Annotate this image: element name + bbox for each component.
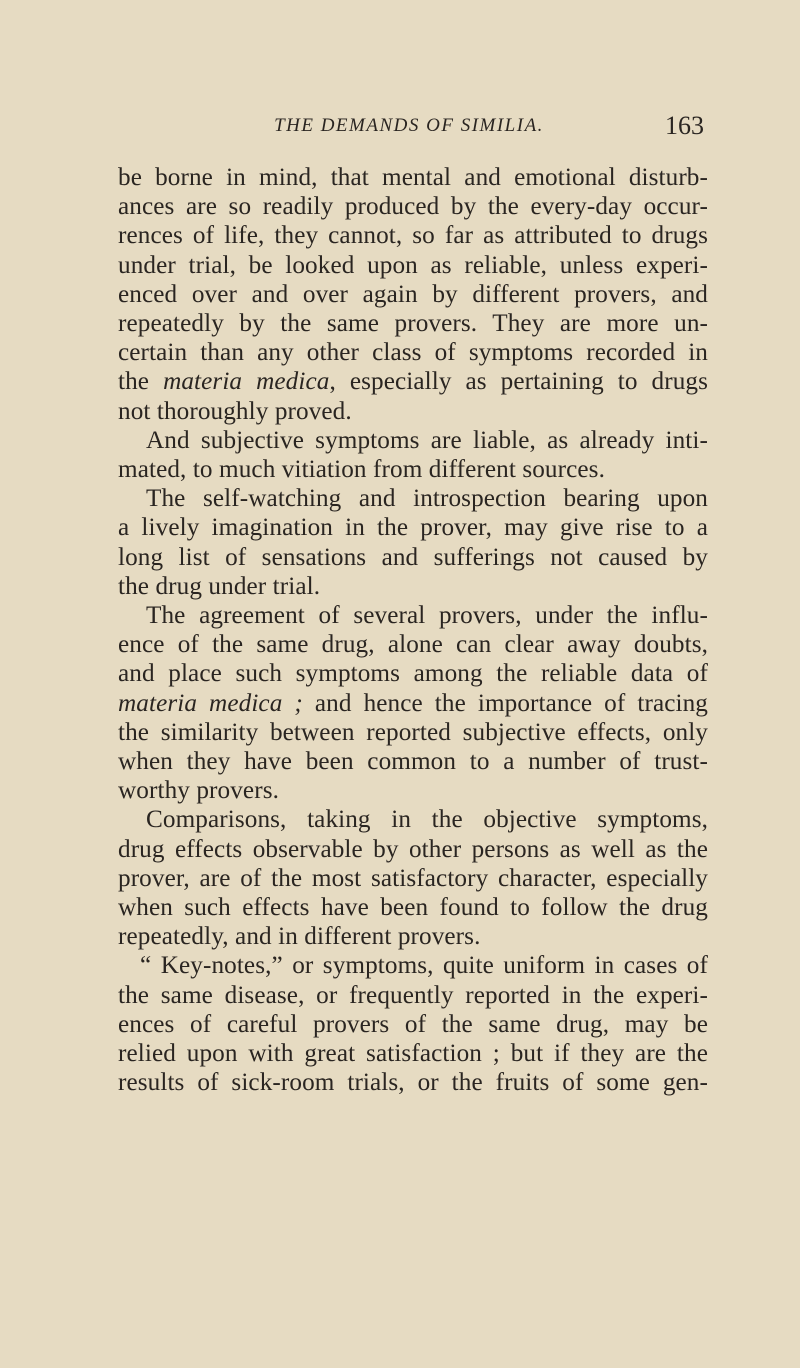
text-line: And subjective symptoms are liable, as already inti- bbox=[146, 426, 708, 454]
text-line: enced over and over again by different provers, and bbox=[118, 280, 708, 308]
text-line: the same disease, or frequently reported in the experi- bbox=[118, 981, 708, 1009]
page-number: 163 bbox=[665, 111, 704, 140]
text-line: worthy provers. bbox=[118, 777, 279, 805]
text-line: “ Key-notes,” or symptoms, quite uniform in cases of bbox=[140, 952, 708, 980]
text-line: prover, are of the most satisfactory character, especially bbox=[118, 864, 708, 892]
text-line: repeatedly by the same provers. They are more un- bbox=[118, 310, 708, 338]
text-line: not thoroughly proved. bbox=[118, 397, 352, 425]
text-segment: and hence the importance of tracing bbox=[302, 689, 708, 717]
text-line: repeatedly, and in different provers. bbox=[118, 923, 481, 951]
text-line bbox=[118, 689, 708, 718]
text-line: certain than any other class of symptoms recorded in bbox=[118, 339, 708, 367]
text-segment: the bbox=[118, 368, 164, 396]
text-line: The agreement of several provers, under the influ- bbox=[146, 602, 708, 630]
text-line: the similarity between reported subjective effects, only bbox=[118, 718, 708, 746]
running-head bbox=[114, 113, 704, 143]
text-line: and place such symptoms among the reliable data of bbox=[118, 660, 708, 688]
text-line: The self-watching and introspection bearing upon bbox=[146, 485, 708, 513]
text-line: when they have been common to a number of trust- bbox=[118, 748, 708, 776]
text-line: results of sick-room trials, or the fruits of some gen- bbox=[118, 1069, 708, 1097]
italic-term: materia medica ; bbox=[118, 689, 303, 717]
text-line: under trial, be looked upon as reliable, unless experi- bbox=[118, 251, 708, 279]
text-line: ances are so readily produced by the every-day occur- bbox=[118, 193, 708, 221]
text-line: mated, to much vitiation from different sources. bbox=[118, 456, 605, 484]
text-segment: , especially as pertaining to drugs bbox=[329, 368, 708, 396]
text-line: a lively imagination in the prover, may give rise to a bbox=[118, 514, 708, 542]
text-line bbox=[118, 367, 708, 396]
text-line: be borne in mind, that mental and emotional disturb- bbox=[118, 164, 708, 191]
body-text bbox=[118, 163, 708, 1098]
text-line: long list of sensations and sufferings not caused by bbox=[118, 543, 708, 571]
text-line: Comparisons, taking in the objective symptoms, bbox=[146, 806, 708, 834]
text-line: when such effects have been found to follow the drug bbox=[118, 894, 708, 922]
text-line: relied upon with great satisfaction ; but if they are the bbox=[118, 1040, 708, 1068]
text-line: ence of the same drug, alone can clear away doubts, bbox=[118, 631, 708, 659]
text-line: drug effects observable by other persons as well as the bbox=[118, 835, 708, 863]
text-line: ences of careful provers of the same drug, may be bbox=[118, 1010, 708, 1038]
text-line: the drug under trial. bbox=[118, 572, 321, 600]
running-title: THE DEMANDS OF SIMILIA. bbox=[274, 115, 544, 136]
text-line: rences of life, they cannot, so far as attributed to drugs bbox=[118, 222, 708, 250]
italic-term: materia medica bbox=[163, 368, 330, 396]
